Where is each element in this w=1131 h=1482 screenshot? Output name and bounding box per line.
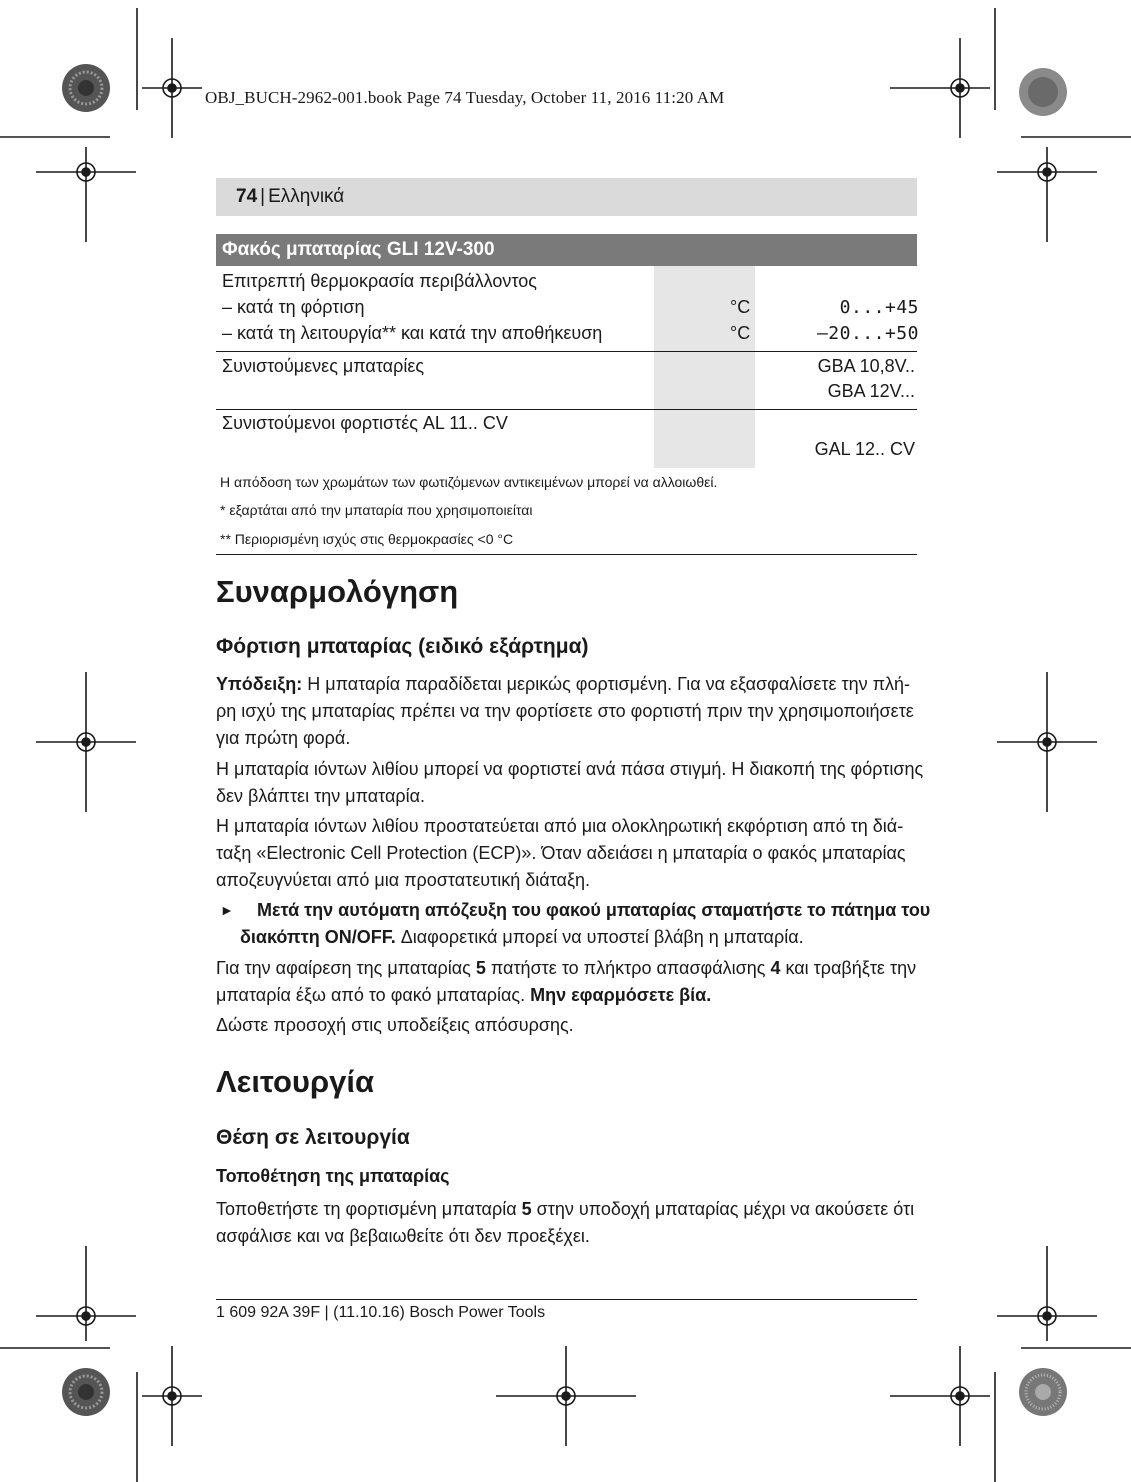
no-force-warning: Μην εφαρμόσετε βία.	[530, 985, 712, 1005]
paragraph-insert-battery	[216, 1196, 926, 1250]
page-footer: 1 609 92A 39F | (11.10.16) Bosch Power Tools	[216, 1304, 546, 1321]
paragraph-remove-battery	[216, 955, 926, 1009]
insert-text-2: ασφάλισε και να βεβαιωθείτε ότι δεν προεξέχει.	[216, 1226, 590, 1246]
spec-row-operation-label: – κατά τη λειτουργία** και κατά την αποθήκευση	[222, 323, 603, 343]
header-language: Ελληνικά	[268, 186, 345, 207]
paragraph-disposal: Δώστε προσοχή στις υποδείξεις απόσυρσης.	[216, 1015, 574, 1035]
paragraph-note	[216, 671, 926, 752]
remove-text-a: Για την αφαίρεση της μπαταρίας	[216, 958, 476, 978]
table-note-2: * εξαρτάται από την μπαταρία που χρησιμοποιείται	[220, 502, 533, 518]
warning-bold-1: Μετά την αυτόματη απόζευξη του φακού μπαταρίας σταματήστε το πάτημα του	[257, 900, 931, 920]
spec-table-title	[216, 234, 917, 266]
section-heading-operation: Λειτουργία	[216, 1064, 375, 1099]
insert-text-a: Τοποθετήστε τη φορτισμένη μπαταρία	[216, 1199, 522, 1219]
subsubheading-insert-battery: Τοποθέτηση της μπαταρίας	[216, 1166, 450, 1186]
spec-row-temp-label: Επιτρεπτή θερμοκρασία περιβάλλοντος	[222, 271, 537, 291]
paragraph-liion-charge	[216, 756, 926, 810]
note-text-1: Η μπαταρία παραδίδεται μερικώς φορτισμένη. Για να εξασφαλίσετε την πλή-	[302, 674, 911, 694]
footer-rule	[216, 1299, 917, 1300]
table-divider	[216, 409, 917, 410]
spec-row-chargers-label: Συνιστούμενοι φορτιστές AL 11.. CV	[222, 413, 508, 433]
note-text-2: ρη ισχύ της μπαταρίας πρέπει να την φορτίσετε στο φορτιστή πριν την χρησιμοποιήσετε	[216, 701, 914, 721]
note-label: Υπόδειξη:	[216, 674, 303, 694]
spec-row-batteries-value-1: GBA 10,8V..	[817, 356, 915, 376]
page-header	[216, 178, 917, 216]
ref-number-4: 4	[770, 958, 781, 978]
spec-row-operation-unit: °C	[730, 323, 751, 343]
insert-text-b: στην υποδοχή μπαταρίας μέχρι να ακούσετε ότι	[531, 1199, 915, 1219]
header-separator: |	[260, 186, 266, 207]
warning-text: Διαφορετικά μπορεί να υποστεί βλάβη η μπαταρία.	[395, 927, 804, 947]
spec-row-charging-value: 0...+45	[839, 297, 919, 318]
remove-text-2: μπαταρία έξω από το φακό μπαταρίας.	[216, 985, 531, 1005]
spec-table-title-text: Φακός μπαταρίας GLI 12V-300	[222, 239, 495, 260]
table-divider	[216, 351, 917, 352]
subheading-startup: Θέση σε λειτουργία	[216, 1126, 410, 1149]
ecp-text-3: αποζευγνύεται από μια προστατευτική διάταξη.	[216, 870, 591, 890]
liion-text-2: δεν βλάπτει την μπαταρία.	[216, 786, 426, 806]
ref-number-5: 5	[521, 1199, 532, 1219]
spec-row-batteries-value-2: GBA 12V...	[827, 381, 915, 401]
liion-text-1: Η μπαταρία ιόντων λιθίου μπορεί να φορτιστεί ανά πάσα στιγμή. Η διακοπή της φόρτισης	[216, 759, 924, 779]
ecp-text-1: Η μπαταρία ιόντων λιθίου προστατεύεται από μια ολοκληρωτική εκφόρτιση από τη διά-	[216, 816, 904, 836]
bullet-arrow-icon: ►	[220, 902, 234, 918]
print-slug: OBJ_BUCH-2962-001.book Page 74 Tuesday, October 11, 2016 11:20 AM	[205, 88, 725, 107]
table-note-3: ** Περιορισμένη ισχύς στις θερμοκρασίες <0 °C	[220, 531, 514, 547]
subheading-charging: Φόρτιση μπαταρίας (ειδικό εξάρτημα)	[216, 635, 589, 658]
remove-text-c: και τραβήξτε την	[780, 958, 917, 978]
section-heading-assembly: Συναρμολόγηση	[216, 574, 459, 609]
paragraph-warning	[240, 897, 940, 951]
table-bottom-rule	[216, 554, 917, 555]
note-text-3: για πρώτη φορά.	[216, 728, 351, 748]
page-number: 74	[236, 186, 258, 207]
paragraph-ecp	[216, 813, 926, 894]
spec-row-charging-unit: °C	[730, 297, 751, 317]
ecp-text-2: ταξη «Electronic Cell Protection (ECP)». Όταν αδειάσει η μπαταρία ο φακός μπαταρίας	[216, 843, 906, 863]
remove-text-b: πατήστε το πλήκτρο απασφάλισης	[485, 958, 771, 978]
spec-row-batteries-label: Συνιστούμενες μπαταρίες	[222, 356, 425, 376]
warning-bold-2: διακόπτη ON/OFF.	[240, 927, 396, 947]
spec-row-chargers-value: GAL 12.. CV	[814, 439, 915, 459]
ref-number-5: 5	[475, 958, 486, 978]
spec-row-charging-label: – κατά τη φόρτιση	[222, 297, 365, 317]
table-note-1: Η απόδοση των χρωμάτων των φωτιζόμενων αντικειμένων μπορεί να αλλοιωθεί.	[220, 474, 718, 490]
spec-row-operation-value: –20...+50	[816, 323, 919, 344]
